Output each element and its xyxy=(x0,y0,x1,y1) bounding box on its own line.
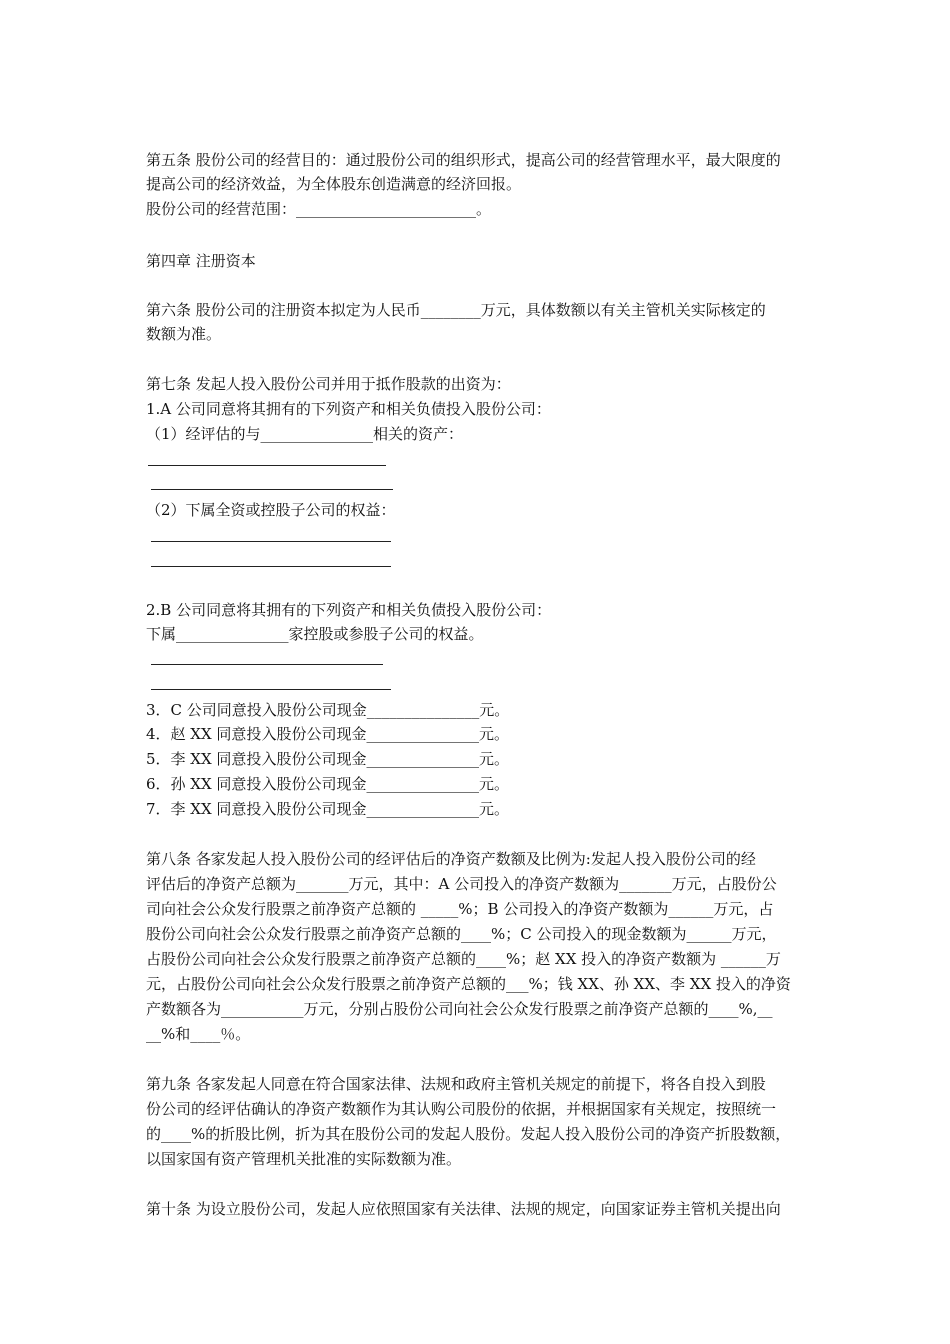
article9-line: 第九条 各家发起人同意在符合国家法律、法规和政府主管机关规定的前提下，将各自投入到股 xyxy=(146,1075,766,1093)
cash-item: 7．李 XX 同意投入股份公司现金_______________元。 xyxy=(146,800,509,818)
blank-line xyxy=(151,689,391,690)
article7-b-line: 下属_______________家控股或参股子公司的权益。 xyxy=(146,625,484,643)
article6-line1: 第六条 股份公司的注册资本拟定为人民币________万元，具体数额以有关主管机关实际核定的 xyxy=(146,301,766,319)
article8-line: 评估后的净资产总额为_______万元，其中：A 公司投入的净资产数额为_______万元，占股份公 xyxy=(146,875,777,893)
article10-line1: 第十条 为设立股份公司，发起人应依照国家有关法律、法规的规定，向国家证券主管机关提出向 xyxy=(146,1200,781,1218)
blank-line xyxy=(148,465,386,466)
article6-line2: 数额为准。 xyxy=(146,325,222,343)
article7-intro: 第七条 发起人投入股份公司并用于抵作股款的出资为： xyxy=(146,375,511,393)
cash-item: 5．李 XX 同意投入股份公司现金_______________元。 xyxy=(146,750,509,768)
blank-line xyxy=(151,566,391,567)
article9-line: 的____%的折股比例，折为其在股份公司的发起人股份。发起人投入股份公司的净资产折股数额， xyxy=(146,1125,791,1143)
article5-line2: 提高公司的经济效益，为全体股东创造满意的经济回报。 xyxy=(146,175,522,193)
article7-a-item1: （1）经评估的与_______________相关的资产： xyxy=(146,425,464,443)
article9-line: 份公司的经评估确认的净资产数额作为其认购公司股份的依据，并根据国家有关规定，按照统一 xyxy=(146,1100,777,1118)
article8-line: 元，占股份公司向社会公众发行股票之前净资产总额的___%；钱 XX、孙 XX、李 XX 投入的净资 xyxy=(146,975,791,993)
article9-line: 以国家国有资产管理机关批准的实际数额为准。 xyxy=(146,1150,462,1168)
cash-item: 3．C 公司同意投入股份公司现金_______________元。 xyxy=(146,701,510,719)
blank-line xyxy=(151,664,383,665)
cash-item: 6．孙 XX 同意投入股份公司现金_______________元。 xyxy=(146,775,509,793)
article7-a-item2: （2）下属全资或控股子公司的权益： xyxy=(146,501,396,519)
article5-scope: 股份公司的经营范围：________________________。 xyxy=(146,200,492,218)
article7-b-intro: 2.B 公司同意将其拥有的下列资产和相关负债投入股份公司： xyxy=(146,601,552,619)
blank-line xyxy=(151,489,393,490)
article8-line: 司向社会公众发行股票之前净资产总额的 _____%；B 公司投入的净资产数额为______万元，占 xyxy=(146,900,774,918)
article8-line: 第八条 各家发起人投入股份公司的经评估后的净资产数额及比例为:发起人投入股份公司的经 xyxy=(146,850,756,868)
article8-line: __%和____％。 xyxy=(146,1025,251,1043)
article8-line: 产数额各为___________万元，分别占股份公司向社会公众发行股票之前净资产总额的____%,__ xyxy=(146,1000,773,1018)
article5-line1: 第五条 股份公司的经营目的：通过股份公司的组织形式，提高公司的经营管理水平，最大限度的 xyxy=(146,151,781,169)
blank-line xyxy=(151,541,391,542)
article8-line: 股份公司向社会公众发行股票之前净资产总额的____%；C 公司投入的现金数额为______万元， xyxy=(146,925,777,943)
article8-line: 占股份公司向社会公众发行股票之前净资产总额的____%；赵 XX 投入的净资产数额为 ______万 xyxy=(146,950,781,968)
cash-item: 4．赵 XX 同意投入股份公司现金_______________元。 xyxy=(146,725,509,743)
chapter4-title: 第四章 注册资本 xyxy=(146,252,256,270)
article7-a-intro: 1.A 公司同意将其拥有的下列资产和相关负债投入股份公司： xyxy=(146,400,551,418)
